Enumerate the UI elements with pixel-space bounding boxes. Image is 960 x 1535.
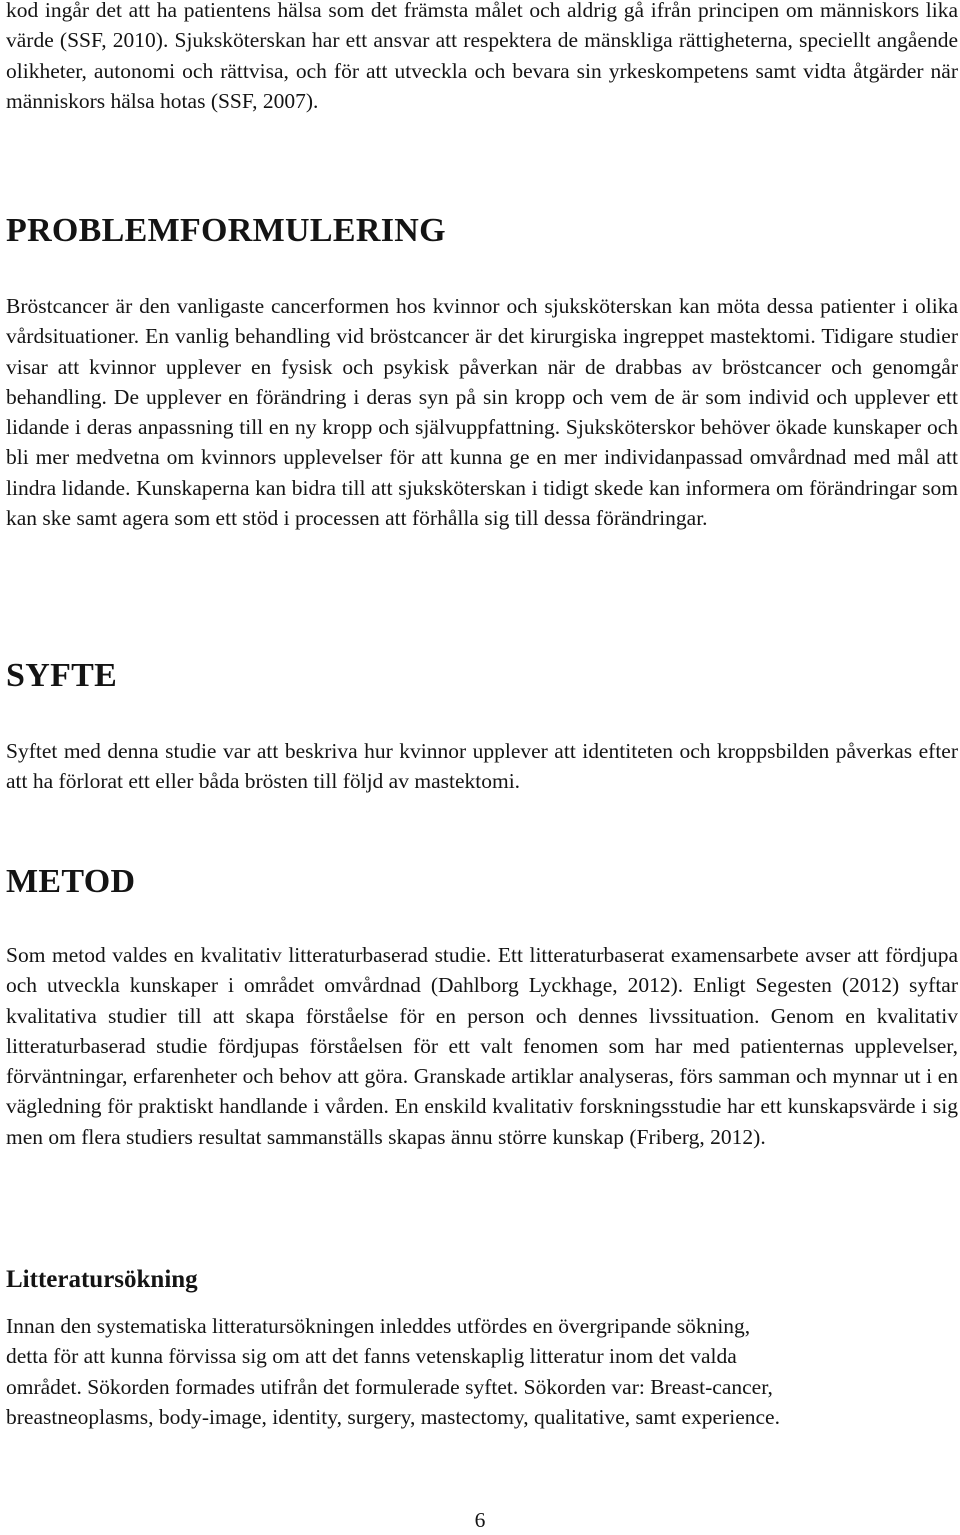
section-heading-metod: METOD	[6, 863, 136, 900]
literature-search-paragraph	[6, 1311, 958, 1432]
text-line: detta för att kunna förvissa sig om att det fanns vetenskaplig litteratur inom det valda	[6, 1344, 737, 1369]
text-line: breastneoplasms, body-image, identity, surgery, mastectomy, qualitative, samt experience.	[6, 1404, 780, 1429]
text-line: Innan den systematiska litteratursökningen inleddes utfördes en övergripande sökning,	[6, 1314, 751, 1338]
subsection-heading-litteratursokning: Litteratursökning	[6, 1266, 198, 1293]
method-paragraph: Som metod valdes en kvalitativ litteraturbaserad studie. Ett litteraturbaserat examensarbete avser att fördjupa och utveckla kunskaper i området omvårdnad (Dahlborg Lyckhage, 2012). Enligt Segesten (2012) syftar kvalitativa studier till att skapa förståelse för en person och dennes livssituation. Genom en kvalitativ litteraturbaserad studie fördjupas förståelsen för ett valt fenomen som har med patienternas upplevelser, förväntningar, erfarenheter och behov att göra. Granskade artiklar analyseras, förs samman och mynnar ut i en vägledning för praktiskt handlande i vården. En enskild kvalitativ forskningsstudie har ett kunskapsvärde i sig men om flera studiers resultat sammanställs skapas ännu större kunskap (Friberg, 2012).	[6, 943, 958, 1149]
section-heading-syfte: SYFTE	[6, 657, 118, 694]
purpose-paragraph: Syftet med denna studie var att beskriva hur kvinnor upplever att identiteten och kroppsbilden påverkas efter att ha förlorat ett eller båda brösten till följd av mastektomi.	[6, 739, 958, 794]
page-number: 6	[474, 1508, 486, 1532]
problem-paragraph: Bröstcancer är den vanligaste cancerformen hos kvinnor och sjuksköterskan kan möta dessa patienter i olika vårdsituationer. En vanlig behandling vid bröstcancer är det kirurgiska ingreppet mastektomi. Tidigare studier visar att kvinnor upplever en fysisk och psykisk påverkan när de drabbas av bröstcancer och genomgår behandling. De upplever en förändring i deras syn på sin kropp och vem de är som individ och upplever ett lidande i deras anpassning till en ny kropp och självuppfattning. Sjuksköterskor behöver ökade kunskaper och bli mer medvetna om kvinnors upplevelser för att kunna ge en mer individanpassad omvårdnad med mål att lindra lidande. Kunskaperna kan bidra till att sjuksköterskan i tidigt skede kan informera om förändringar som kan ske samt agera som ett stöd i processen att förhålla sig till dessa förändringar.	[6, 294, 958, 531]
intro-paragraph: kod ingår det att ha patientens hälsa som det främsta målet och aldrig gå ifrån principen om människors lika värde (SSF, 2010). Sjuksköterskan har ett ansvar att respektera de mänskliga rättigheterna, speciellt angående olikheter, autonomi och rättvisa, och för att utveckla och bevara sin yrkeskompetens samt vidta åtgärder när människors hälsa hotas (SSF, 2007).	[6, 0, 958, 113]
text-line: området. Sökorden formades utifrån det formulerade syftet. Sökorden var: Breast-cancer,	[6, 1374, 773, 1399]
section-heading-problemformulering: PROBLEMFORMULERING	[6, 212, 446, 249]
